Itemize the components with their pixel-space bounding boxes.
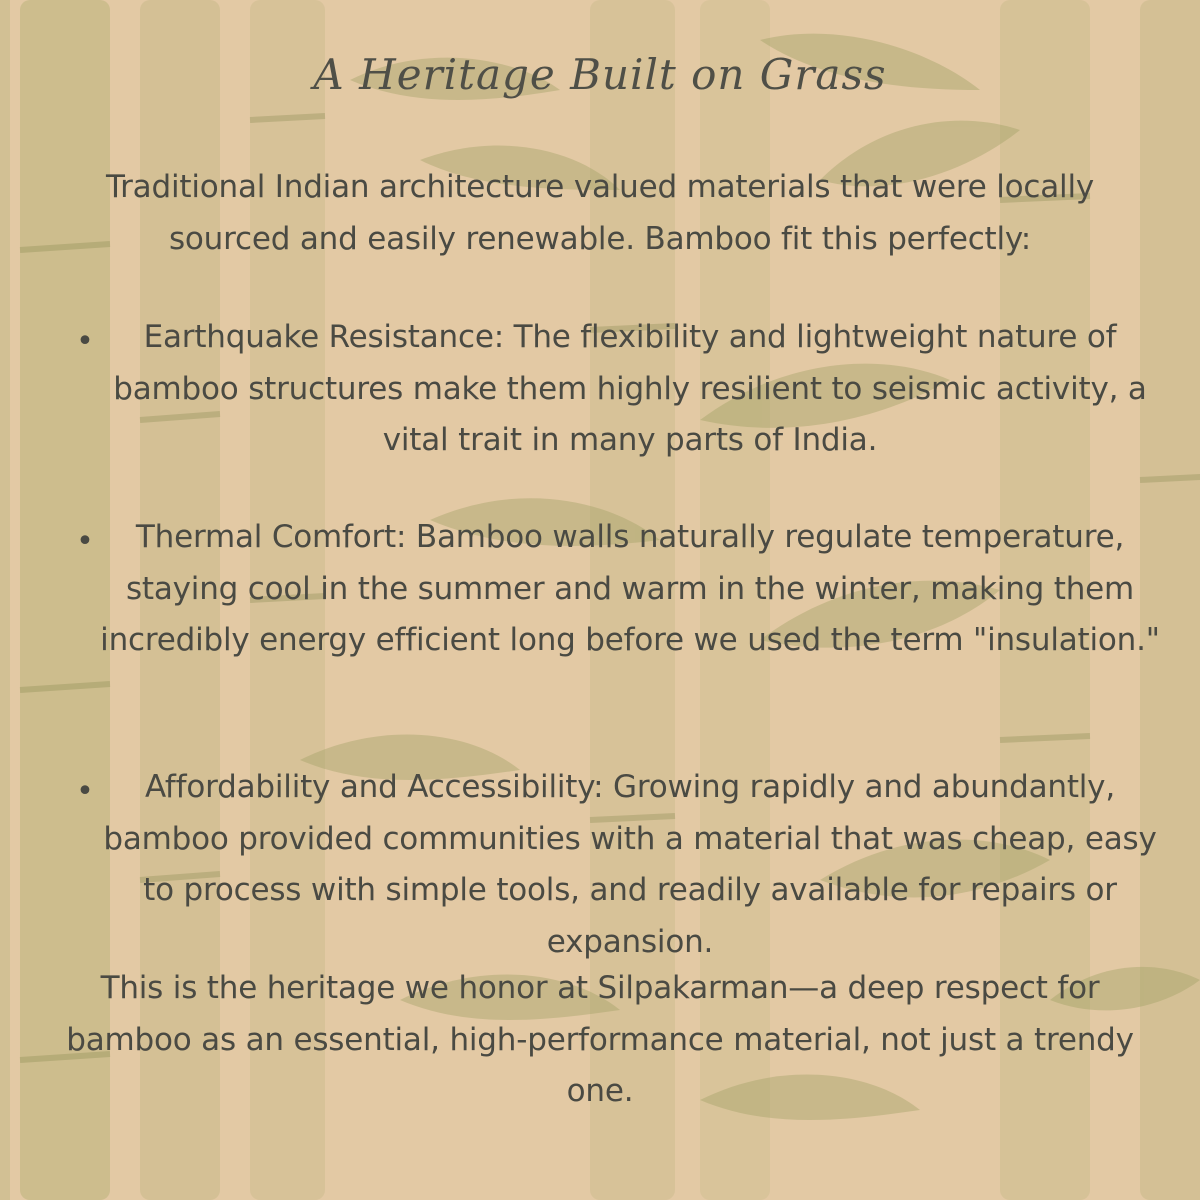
list-item-earthquake-resistance: Earthquake Resistance: The flexibility and lightweight nature of bamboo structures make them highly resilient to seismic activity, a vital trait in many parts of India. — [113, 319, 1147, 458]
bullet-marker: • — [76, 524, 94, 559]
page-title: A Heritage Built on Grass — [313, 50, 887, 99]
list-item-affordability: Affordability and Accessibility: Growing rapidly and abundantly, bamboo provided communities with a material that was cheap, easy to process with simple tools, and readily available for repairs or expansion. — [103, 769, 1157, 960]
intro-paragraph: Traditional Indian architecture valued materials that were locally sourced and easily renewable. Bamboo fit this perfectly: — [105, 169, 1095, 257]
closing-paragraph: This is the heritage we honor at Silpakarman—a deep respect for bamboo as an essential, high-performance material, not just a trendy one. — [66, 970, 1134, 1109]
bullet-marker: • — [76, 774, 94, 809]
bullet-marker: • — [76, 324, 94, 359]
list-item-thermal-comfort: Thermal Comfort: Bamboo walls naturally regulate temperature, staying cool in the summer and warm in the winter, making them incredibly energy efficient long before we used the term "insulation." — [100, 519, 1160, 658]
